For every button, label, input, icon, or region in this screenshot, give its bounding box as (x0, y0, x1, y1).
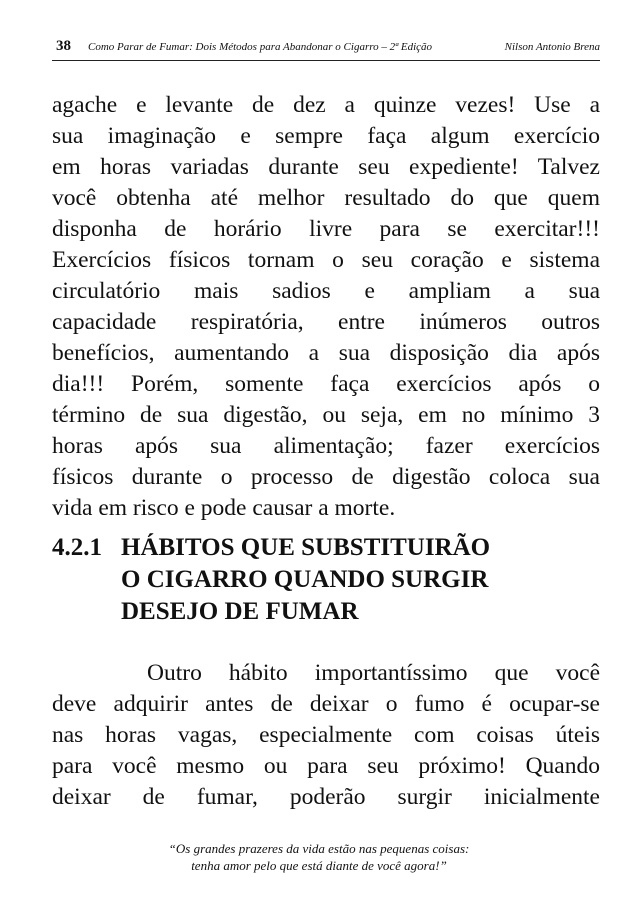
text-line: Exercícios físicos tornam o seu coração e sistema (52, 247, 600, 273)
text-line: você obtenha até melhor resultado do que quem (52, 185, 600, 211)
text-line: dia!!! Porém, somente faça exercícios após o (52, 371, 600, 397)
text-line: nas horas vagas, especialmente com coisas úteis (52, 722, 600, 748)
footer-quote-line: “Os grandes prazeres da vida estão nas pequenas coisas: (168, 841, 470, 856)
text-line: sua imaginação e sempre faça algum exercício (52, 123, 600, 149)
paragraph-exercise (52, 90, 600, 524)
text-line: deve adquirir antes de deixar o fumo é ocupar-se (52, 691, 600, 717)
page-number: 38 (56, 38, 71, 54)
text-line: horas após sua alimentação; fazer exercícios (52, 433, 600, 459)
text-line: Outro hábito importantíssimo que você (147, 660, 600, 686)
text-line: em horas variadas durante seu expediente! Talvez (52, 154, 600, 180)
section-title (121, 532, 591, 628)
text-line: término de sua digestão, ou seja, em no mínimo 3 (52, 402, 600, 428)
text-line: capacidade respiratória, entre inúmeros outros (52, 309, 600, 335)
running-header (52, 38, 600, 58)
text-line: benefícios, aumentando a sua disposição dia após (52, 340, 600, 366)
author-name: Nilson Antonio Brena (504, 41, 600, 53)
footer-quote (100, 840, 538, 874)
header-divider (52, 60, 600, 61)
section-title-line: O CIGARRO QUANDO SURGIR (121, 566, 489, 593)
text-line: agache e levante de dez a quinze vezes! Use a (52, 92, 600, 118)
footer-quote-line: tenha amor pelo que está diante de você agora!” (191, 858, 447, 873)
book-title: Como Parar de Fumar: Dois Métodos para Abandonar o Cigarro – 2ª Edição (88, 41, 433, 53)
text-line: vida em risco e pode causar a morte. (52, 495, 396, 521)
text-line: físicos durante o processo de digestão coloca sua (52, 464, 600, 490)
text-line: deixar de fumar, poderão surgir inicialmente (52, 784, 600, 810)
text-line: disponha de horário livre para se exercitar!!! (52, 216, 600, 242)
text-line: circulatório mais sadios e ampliam a sua (52, 278, 600, 304)
section-title-line: HÁBITOS QUE SUBSTITUIRÃO (121, 534, 491, 561)
section-title-line: DESEJO DE FUMAR (121, 598, 359, 625)
paragraph-habits (52, 658, 600, 813)
text-line: para você mesmo ou para seu próximo! Quando (52, 753, 600, 779)
section-number: 4.2.1 (52, 534, 102, 561)
